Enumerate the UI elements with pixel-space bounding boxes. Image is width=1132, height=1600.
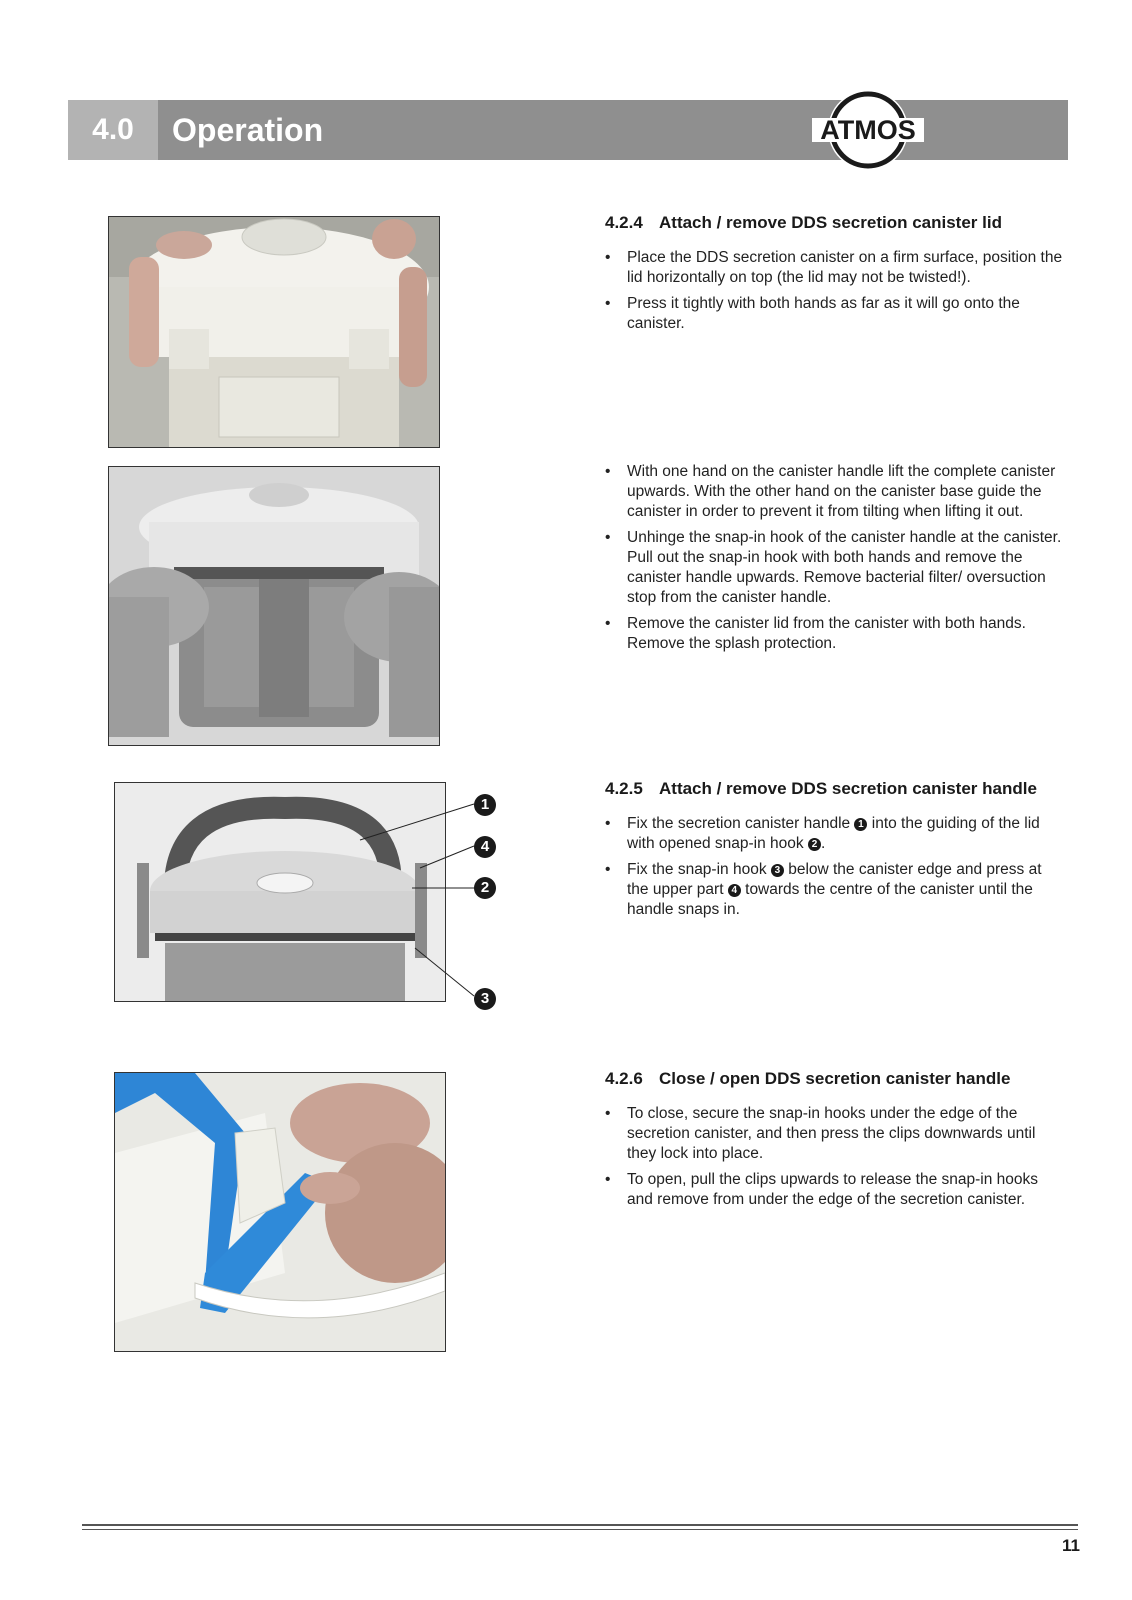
bullet-list: [605, 462, 1065, 654]
section-heading: [605, 778, 1065, 800]
section-4-2-6: [605, 1068, 1065, 1216]
list-item: • Remove the canister lid from the canister with both hands. Remove the splash protection.: [605, 614, 1065, 654]
photo-lid-attach: [108, 216, 440, 448]
bullet-list: [605, 248, 1065, 334]
photo-canister-lift: [108, 466, 440, 746]
section-title: Attach / remove DDS secretion canister handle: [659, 779, 1037, 798]
section-4-2-5: [605, 778, 1065, 926]
callout-3: 3: [474, 988, 496, 1010]
section-number: 4.2.5: [605, 779, 643, 798]
inline-callout-3: 3: [771, 864, 784, 877]
list-item: • To close, secure the snap-in hooks under the edge of the secretion canister, and then press the clips downwards until they lock into place.: [605, 1104, 1065, 1164]
inline-callout-1: 1: [854, 818, 867, 831]
bullet-list: [605, 1104, 1065, 1210]
inline-callout-2: 2: [808, 838, 821, 851]
section-4-2-4: [605, 212, 1065, 340]
callout-1: 1: [474, 794, 496, 816]
section-title: Close / open DDS secretion canister handle: [659, 1069, 1011, 1088]
list-item: • Press it tightly with both hands as far as it will go onto the canister.: [605, 294, 1065, 334]
section-4-2-4-removal: [605, 462, 1065, 660]
atmos-logo: [808, 88, 928, 172]
callout-2: 2: [474, 877, 496, 899]
bullet-list: [605, 814, 1065, 920]
footer-divider: [82, 1524, 1078, 1526]
inline-callout-4: 4: [728, 884, 741, 897]
logo-text: ATMOS: [820, 115, 916, 145]
photo-canister-handle: [114, 782, 446, 1002]
page-number: 11: [1062, 1536, 1080, 1555]
callout-4: 4: [474, 836, 496, 858]
list-item: • With one hand on the canister handle lift the complete canister upwards. With the other hand on the canister base guide the canister in order to prevent it from tilting when lifting it out.: [605, 462, 1065, 522]
list-item: • Fix the secretion canister handle 1 into the guiding of the lid with opened snap-in hook 2 .: [605, 814, 1065, 854]
list-item: • Unhinge the snap-in hook of the canister handle at the canister. Pull out the snap-in hook with both hands and remove the canister handle upwards. Remove bacterial filter/ oversuction stop from the canister handle.: [605, 528, 1065, 608]
section-title: Attach / remove DDS secretion canister lid: [659, 213, 1002, 232]
section-number: 4.2.6: [605, 1069, 643, 1088]
footer-divider-thin: [82, 1529, 1078, 1530]
photo-handle-clip: [114, 1072, 446, 1352]
list-item: • Place the DDS secretion canister on a firm surface, position the lid horizontally on top (the lid may not be twisted!).: [605, 248, 1065, 288]
section-heading: [605, 212, 1065, 234]
list-item: • To open, pull the clips upwards to release the snap-in hooks and remove from under the edge of the secretion canister.: [605, 1170, 1065, 1210]
section-number: 4.2.4: [605, 213, 643, 232]
chapter-number: 4.0: [68, 100, 158, 160]
chapter-header: [68, 100, 1068, 160]
section-heading: [605, 1068, 1065, 1090]
list-item: • Fix the snap-in hook 3 below the canister edge and press at the upper part 4 towards the centre of the canister until the handle snaps in.: [605, 860, 1065, 920]
chapter-title: Operation: [172, 112, 324, 148]
